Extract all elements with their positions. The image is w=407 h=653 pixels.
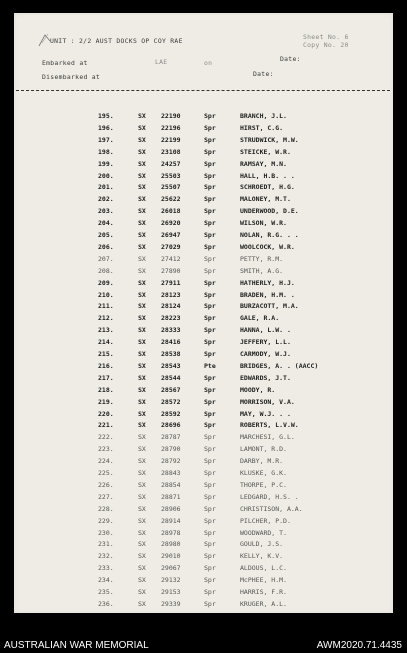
- row-number: 234.: [98, 576, 114, 585]
- service-number: 29132: [161, 576, 181, 585]
- rank: Spr: [204, 112, 216, 120]
- state-prefix: SX: [138, 147, 146, 156]
- member-name: BURZACOTT, M.A.: [240, 302, 299, 311]
- service-number: 28792: [161, 457, 181, 466]
- state-prefix: SX: [138, 207, 146, 216]
- unit-line: UNIT : 2/2 AUST DOCKS OP COY RAE: [50, 37, 183, 45]
- member-name: GALE, R.A.: [240, 314, 280, 323]
- member-name: HANNA, L.W. .: [240, 326, 291, 335]
- row-number: 217.: [98, 373, 114, 382]
- date-label-1: Date:: [280, 55, 301, 63]
- state-prefix: SX: [138, 361, 146, 370]
- rank: Spr: [204, 171, 216, 180]
- service-number: 22196: [161, 123, 181, 132]
- rank: Spr: [204, 373, 216, 382]
- service-number: 27412: [161, 254, 181, 263]
- member-name: KELLY, K.V.: [240, 552, 284, 561]
- service-number: 28543: [161, 361, 181, 370]
- row-number: 231.: [98, 540, 114, 549]
- service-number: 28538: [161, 350, 181, 358]
- rank: Spr: [204, 528, 216, 537]
- header-divider: [16, 90, 390, 91]
- rank: Spr: [204, 409, 216, 418]
- row-number: 216.: [98, 361, 114, 370]
- service-number: 29339: [161, 599, 181, 608]
- member-name: HIRST, C.G.: [240, 123, 284, 132]
- service-number: 27029: [161, 242, 181, 251]
- member-name: WOOLCOCK, W.R.: [240, 242, 295, 251]
- state-prefix: SX: [138, 385, 146, 394]
- state-prefix: SX: [138, 480, 146, 489]
- rank: Spr: [204, 433, 216, 442]
- service-number: 28871: [161, 492, 181, 501]
- service-number: 28124: [161, 302, 181, 311]
- state-prefix: SX: [138, 504, 146, 513]
- rank: Spr: [204, 588, 216, 596]
- sheet-number: Sheet No. 6: [303, 33, 349, 41]
- member-name: SCHROEDT, H.G.: [240, 183, 295, 192]
- state-prefix: SX: [138, 171, 146, 180]
- state-prefix: SX: [138, 433, 146, 442]
- service-number: 27911: [161, 278, 181, 287]
- member-name: MARCHESI, G.L.: [240, 433, 295, 442]
- row-number: 214.: [98, 338, 114, 347]
- rank: Spr: [204, 302, 216, 311]
- service-number: 28843: [161, 469, 181, 477]
- rank: Spr: [204, 564, 216, 573]
- state-prefix: SX: [138, 219, 146, 228]
- row-number: 225.: [98, 469, 114, 477]
- row-number: 199.: [98, 159, 114, 168]
- rank: Spr: [204, 397, 216, 406]
- state-prefix: SX: [138, 242, 146, 251]
- rank: Spr: [204, 159, 216, 168]
- rank: Spr: [204, 123, 216, 132]
- row-number: 226.: [98, 480, 114, 489]
- embarked-on: on: [204, 59, 213, 67]
- rank: Spr: [204, 576, 216, 585]
- row-number: 220.: [98, 409, 114, 418]
- rank: Spr: [204, 540, 216, 549]
- document-page: [14, 13, 393, 613]
- rank: Spr: [204, 314, 216, 323]
- footer-credit: AUSTRALIAN WAR MEMORIAL: [4, 640, 149, 651]
- row-number: 235.: [98, 588, 114, 596]
- rank: Spr: [204, 480, 216, 489]
- member-name: PILCHER, P.D.: [240, 516, 291, 525]
- member-name: BRIDGES, A. . (AACC): [240, 361, 319, 370]
- rank: Spr: [204, 195, 216, 204]
- member-name: THORPE, P.C.: [240, 480, 287, 489]
- row-number: 222.: [98, 433, 114, 442]
- state-prefix: SX: [138, 599, 146, 608]
- state-prefix: SX: [138, 516, 146, 525]
- member-name: SMITH, A.G.: [240, 266, 284, 275]
- state-prefix: SX: [138, 576, 146, 585]
- state-prefix: SX: [138, 457, 146, 466]
- member-name: HARRIS, F.R.: [240, 588, 287, 596]
- rank: Spr: [204, 457, 216, 466]
- state-prefix: SX: [138, 195, 146, 204]
- rank: Spr: [204, 326, 216, 335]
- row-number: 198.: [98, 147, 114, 156]
- rank: Spr: [204, 231, 216, 239]
- member-name: MOODY, R.: [240, 385, 276, 394]
- state-prefix: SX: [138, 588, 146, 596]
- rank: Spr: [204, 599, 216, 608]
- service-number: 26947: [161, 231, 181, 239]
- state-prefix: SX: [138, 338, 146, 347]
- service-number: 28416: [161, 338, 181, 347]
- row-number: 197.: [98, 135, 114, 144]
- service-number: 28854: [161, 480, 181, 489]
- member-name: MALONEY, M.T.: [240, 195, 291, 204]
- member-name: EDWARDS, J.T.: [240, 373, 291, 382]
- row-number: 210.: [98, 290, 114, 299]
- service-number: 28980: [161, 540, 181, 549]
- member-name: STEICKE, W.R.: [240, 147, 291, 156]
- service-number: 28572: [161, 397, 181, 406]
- state-prefix: SX: [138, 112, 146, 120]
- rank: Spr: [204, 504, 216, 513]
- row-number: 213.: [98, 326, 114, 335]
- state-prefix: SX: [138, 278, 146, 287]
- footer-accession-number: AWM2020.71.4435: [316, 640, 402, 651]
- member-name: PETTY, R.M.: [240, 254, 284, 263]
- state-prefix: SX: [138, 373, 146, 382]
- member-name: HALL, H.B. . .: [240, 171, 295, 180]
- service-number: 28544: [161, 373, 181, 382]
- member-name: BRANCH, J.L.: [240, 112, 287, 120]
- rank: Spr: [204, 385, 216, 394]
- state-prefix: SX: [138, 159, 146, 168]
- row-number: 204.: [98, 219, 114, 228]
- rank: Spr: [204, 421, 216, 430]
- member-name: MAY, W.J. . .: [240, 409, 291, 418]
- state-prefix: SX: [138, 231, 146, 239]
- member-name: DARBY, M.R.: [240, 457, 284, 466]
- rank: Spr: [204, 338, 216, 347]
- service-number: 23108: [161, 147, 181, 156]
- member-name: McPHEE, H.M.: [240, 576, 287, 585]
- row-number: 223.: [98, 445, 114, 454]
- row-number: 209.: [98, 278, 114, 287]
- member-name: WILSON, W.R.: [240, 219, 287, 228]
- row-number: 219.: [98, 397, 114, 406]
- rank: Spr: [204, 492, 216, 501]
- member-name: GOULD, J.S.: [240, 540, 284, 549]
- embarked-label: Embarked at: [42, 59, 88, 67]
- state-prefix: SX: [138, 564, 146, 573]
- service-number: 29067: [161, 564, 181, 573]
- service-number: 28978: [161, 528, 181, 537]
- row-number: 196.: [98, 123, 114, 132]
- row-number: 206.: [98, 242, 114, 251]
- state-prefix: SX: [138, 528, 146, 537]
- service-number: 28123: [161, 290, 181, 299]
- service-number: 26018: [161, 207, 181, 216]
- service-number: 26920: [161, 219, 181, 228]
- service-number: 27890: [161, 266, 181, 275]
- state-prefix: SX: [138, 492, 146, 501]
- member-name: MORRISON, V.A.: [240, 397, 295, 406]
- state-prefix: SX: [138, 302, 146, 311]
- rank: Spr: [204, 135, 216, 144]
- member-name: ALDOUS, L.C.: [240, 564, 287, 573]
- member-name: UNDERWOOD, D.E.: [240, 207, 299, 216]
- state-prefix: SX: [138, 409, 146, 418]
- service-number: 25622: [161, 195, 181, 204]
- date-label-2: Date:: [253, 70, 274, 78]
- service-number: 28223: [161, 314, 181, 323]
- member-name: HATHERLY, H.J.: [240, 278, 295, 287]
- footer-bar: [0, 613, 407, 653]
- embarked-place: LAE: [155, 58, 168, 66]
- service-number: 25507: [161, 183, 181, 192]
- row-number: 208.: [98, 266, 114, 275]
- rank: Spr: [204, 219, 216, 228]
- state-prefix: SX: [138, 552, 146, 561]
- rank: Spr: [204, 516, 216, 525]
- state-prefix: SX: [138, 421, 146, 430]
- service-number: 28592: [161, 409, 181, 418]
- service-number: 28906: [161, 504, 181, 513]
- state-prefix: SX: [138, 445, 146, 454]
- state-prefix: SX: [138, 350, 146, 358]
- service-number: 28333: [161, 326, 181, 335]
- member-name: KRUGER, A.L.: [240, 599, 287, 608]
- row-number: 224.: [98, 457, 114, 466]
- member-name: BRADEN, H.M. .: [240, 290, 295, 299]
- row-number: 201.: [98, 183, 114, 192]
- copy-number: Copy No. 20: [303, 41, 349, 49]
- member-name: NOLAN, R.G. . .: [240, 231, 299, 239]
- row-number: 202.: [98, 195, 114, 204]
- member-name: JEFFERY, L.L.: [240, 338, 291, 347]
- rank: Spr: [204, 266, 216, 275]
- service-number: 28696: [161, 421, 181, 430]
- row-number: 233.: [98, 564, 114, 573]
- rank: Spr: [204, 278, 216, 287]
- row-number: 236.: [98, 599, 114, 608]
- service-number: 24257: [161, 159, 181, 168]
- service-number: 22190: [161, 112, 181, 120]
- service-number: 29153: [161, 588, 181, 596]
- state-prefix: SX: [138, 314, 146, 323]
- rank: Spr: [204, 207, 216, 216]
- rank: Spr: [204, 469, 216, 477]
- disembarked-label: Disembarked at: [42, 73, 101, 81]
- member-name: ROBERTS, L.V.W.: [240, 421, 299, 430]
- row-number: 218.: [98, 385, 114, 394]
- row-number: 211.: [98, 302, 114, 311]
- service-number: 22199: [161, 135, 181, 144]
- state-prefix: SX: [138, 266, 146, 275]
- state-prefix: SX: [138, 469, 146, 477]
- row-number: 232.: [98, 552, 114, 561]
- state-prefix: SX: [138, 397, 146, 406]
- service-number: 25503: [161, 171, 181, 180]
- row-number: 229.: [98, 516, 114, 525]
- row-number: 205.: [98, 231, 114, 239]
- member-name: RAMSAY, M.N.: [240, 159, 287, 168]
- row-number: 228.: [98, 504, 114, 513]
- service-number: 28567: [161, 385, 181, 394]
- state-prefix: SX: [138, 326, 146, 335]
- member-name: LEDGARD, H.S. .: [240, 492, 299, 501]
- member-name: CHRISTISON, A.A.: [240, 504, 303, 513]
- state-prefix: SX: [138, 123, 146, 132]
- member-name: KLUSKE, G.K.: [240, 469, 287, 477]
- member-name: WOODWARD, T.: [240, 528, 287, 537]
- row-number: 227.: [98, 492, 114, 501]
- row-number: 215.: [98, 350, 114, 358]
- row-number: 195.: [98, 112, 114, 120]
- service-number: 28787: [161, 433, 181, 442]
- rank: Spr: [204, 445, 216, 454]
- state-prefix: SX: [138, 254, 146, 263]
- roll-row: [14, 597, 393, 611]
- row-number: 230.: [98, 528, 114, 537]
- rank: Pte: [204, 361, 216, 370]
- rank: Spr: [204, 242, 216, 251]
- row-number: 221.: [98, 421, 114, 430]
- member-name: STRUDWICK, M.W.: [240, 135, 299, 144]
- rank: Spr: [204, 290, 216, 299]
- rank: Spr: [204, 147, 216, 156]
- state-prefix: SX: [138, 290, 146, 299]
- service-number: 28790: [161, 445, 181, 454]
- rank: Spr: [204, 552, 216, 561]
- service-number: 29010: [161, 552, 181, 561]
- row-number: 203.: [98, 207, 114, 216]
- member-name: CARMODY, W.J.: [240, 350, 291, 358]
- rank: Spr: [204, 350, 216, 358]
- state-prefix: SX: [138, 183, 146, 192]
- rank: Spr: [204, 183, 216, 192]
- state-prefix: SX: [138, 540, 146, 549]
- row-number: 212.: [98, 314, 114, 323]
- member-name: LAMONT, R.D.: [240, 445, 287, 454]
- row-number: 207.: [98, 254, 114, 263]
- row-number: 200.: [98, 171, 114, 180]
- rank: Spr: [204, 254, 216, 263]
- service-number: 28914: [161, 516, 181, 525]
- state-prefix: SX: [138, 135, 146, 144]
